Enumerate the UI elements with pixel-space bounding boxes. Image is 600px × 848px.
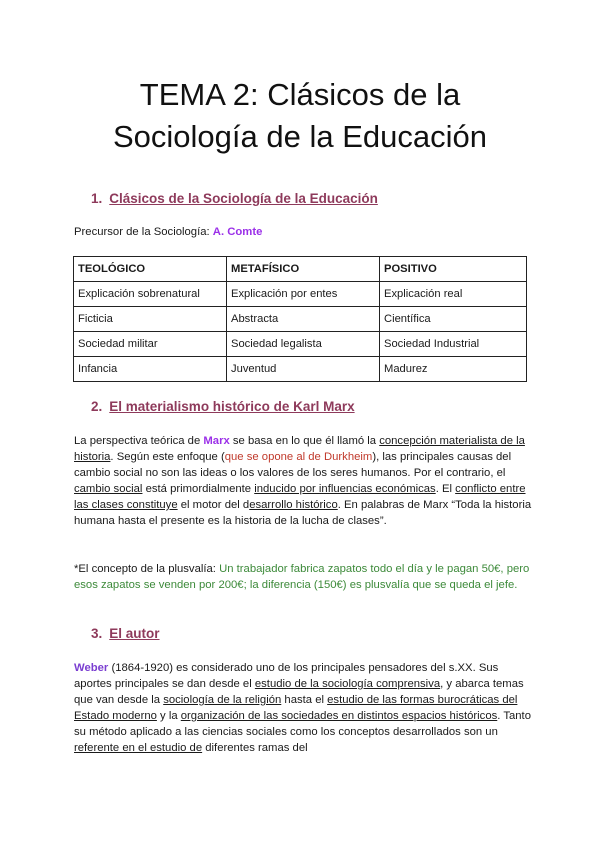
- table-cell: Abstracta: [227, 307, 380, 332]
- underlined-term: organización de las sociedades en distintos espacios históricos: [180, 710, 498, 722]
- underlined-term: estudio de la sociología comprensiva: [254, 678, 441, 690]
- text-run: . El: [435, 483, 456, 495]
- text-run: , y abarca temas que van desde la: [74, 678, 524, 706]
- title-line-2: Sociología de la Educación: [113, 119, 487, 154]
- text-run: hasta el: [281, 694, 328, 706]
- marx-name: Marx: [203, 435, 230, 447]
- underlined-term: referente en el estudio de: [74, 742, 203, 754]
- comte-stages-table: [73, 256, 527, 382]
- table-cell: Explicación por entes: [227, 282, 380, 307]
- title-line-1: TEMA 2: Clásicos de la: [139, 77, 461, 112]
- table-row: [74, 332, 527, 357]
- text-run: . En palabras de Marx “Toda la historia humana hasta el presente es la historia de la lucha de clases”.: [74, 499, 532, 527]
- text-run: . Tanto su método aplicado a las ciencias sociales como los conceptos desarrollados son un: [74, 710, 531, 738]
- text-run: diferentes ramas del: [202, 742, 308, 754]
- table-header-row: [74, 257, 527, 282]
- table-row: [74, 282, 527, 307]
- plusvalia-example: Un trabajador fabrica zapatos todo el día y le pagan 50€, pero esos zapatos se venden por 200€; la diferencia (150€) es plusvalía que se queda el jefe.: [74, 563, 530, 591]
- section-2-number: 2.: [91, 399, 103, 414]
- section-3-number: 3.: [91, 626, 103, 641]
- table-cell: Científica: [380, 307, 527, 332]
- section-1-title: Clásicos de la Sociología de la Educación: [109, 191, 378, 206]
- weber-name: Weber: [74, 662, 109, 674]
- text-run: se basa en lo que él llamó la: [229, 435, 380, 447]
- underlined-term: cambio social: [74, 483, 143, 495]
- text-run: (1864-1920) es considerado uno de los principales pensadores del s.XX. Sus aportes principales se dan desde el: [74, 662, 499, 690]
- table-header-cell: TEOLÓGICO: [74, 257, 227, 282]
- durkheim-note: que se opone al de Durkheim: [224, 451, 373, 463]
- plusvalia-paragraph: [74, 561, 534, 593]
- text-run: ), las principales causas del cambio social no son las ideas o los valores de los seres humanos. Por el contrario, el: [74, 451, 512, 479]
- text-run: el motor del d: [177, 499, 250, 511]
- table-row: [74, 307, 527, 332]
- text-run: . Según este enfoque (: [110, 451, 225, 463]
- table-cell: Sociedad militar: [74, 332, 227, 357]
- table-cell: Madurez: [380, 357, 527, 382]
- table-cell: Infancia: [74, 357, 227, 382]
- precursor-name: A. Comte: [212, 226, 263, 238]
- precursor-label: Precursor de la Sociología:: [74, 226, 213, 238]
- table-cell: Explicación real: [380, 282, 527, 307]
- section-3-title: El autor: [109, 626, 160, 641]
- weber-paragraph: [74, 660, 534, 756]
- section-2-heading: [91, 399, 355, 414]
- underlined-term: inducido por influencias económicas: [254, 483, 436, 495]
- section-1-heading: [91, 191, 378, 206]
- table-cell: Ficticia: [74, 307, 227, 332]
- precursor-line: [74, 224, 534, 240]
- table-cell: Explicación sobrenatural: [74, 282, 227, 307]
- marx-paragraph: [74, 433, 534, 529]
- underlined-term: sociología de la religión: [163, 694, 282, 706]
- page-title: [0, 74, 600, 158]
- section-2-title: El materialismo histórico de Karl Marx: [109, 399, 355, 414]
- table-cell: Sociedad legalista: [227, 332, 380, 357]
- section-3-heading: [91, 626, 160, 641]
- underlined-term: concepción materialista de la historia: [74, 435, 525, 463]
- underlined-term: estudio de las formas burocráticas del Estado moderno: [74, 694, 518, 722]
- underlined-term: esarrollo histórico: [249, 499, 338, 511]
- text-run: está primordialmente: [142, 483, 255, 495]
- plusvalia-label: *El concepto de la plusvalía:: [74, 563, 220, 575]
- text-run: y la: [156, 710, 181, 722]
- table-header-cell: POSITIVO: [380, 257, 527, 282]
- underlined-term: conflicto entre las clases constituye: [74, 483, 526, 511]
- table-cell: Juventud: [227, 357, 380, 382]
- table-row: [74, 357, 527, 382]
- text-run: La perspectiva teórica de: [74, 435, 204, 447]
- table-cell: Sociedad Industrial: [380, 332, 527, 357]
- table-header-cell: METAFÍSICO: [227, 257, 380, 282]
- section-1-number: 1.: [91, 191, 103, 206]
